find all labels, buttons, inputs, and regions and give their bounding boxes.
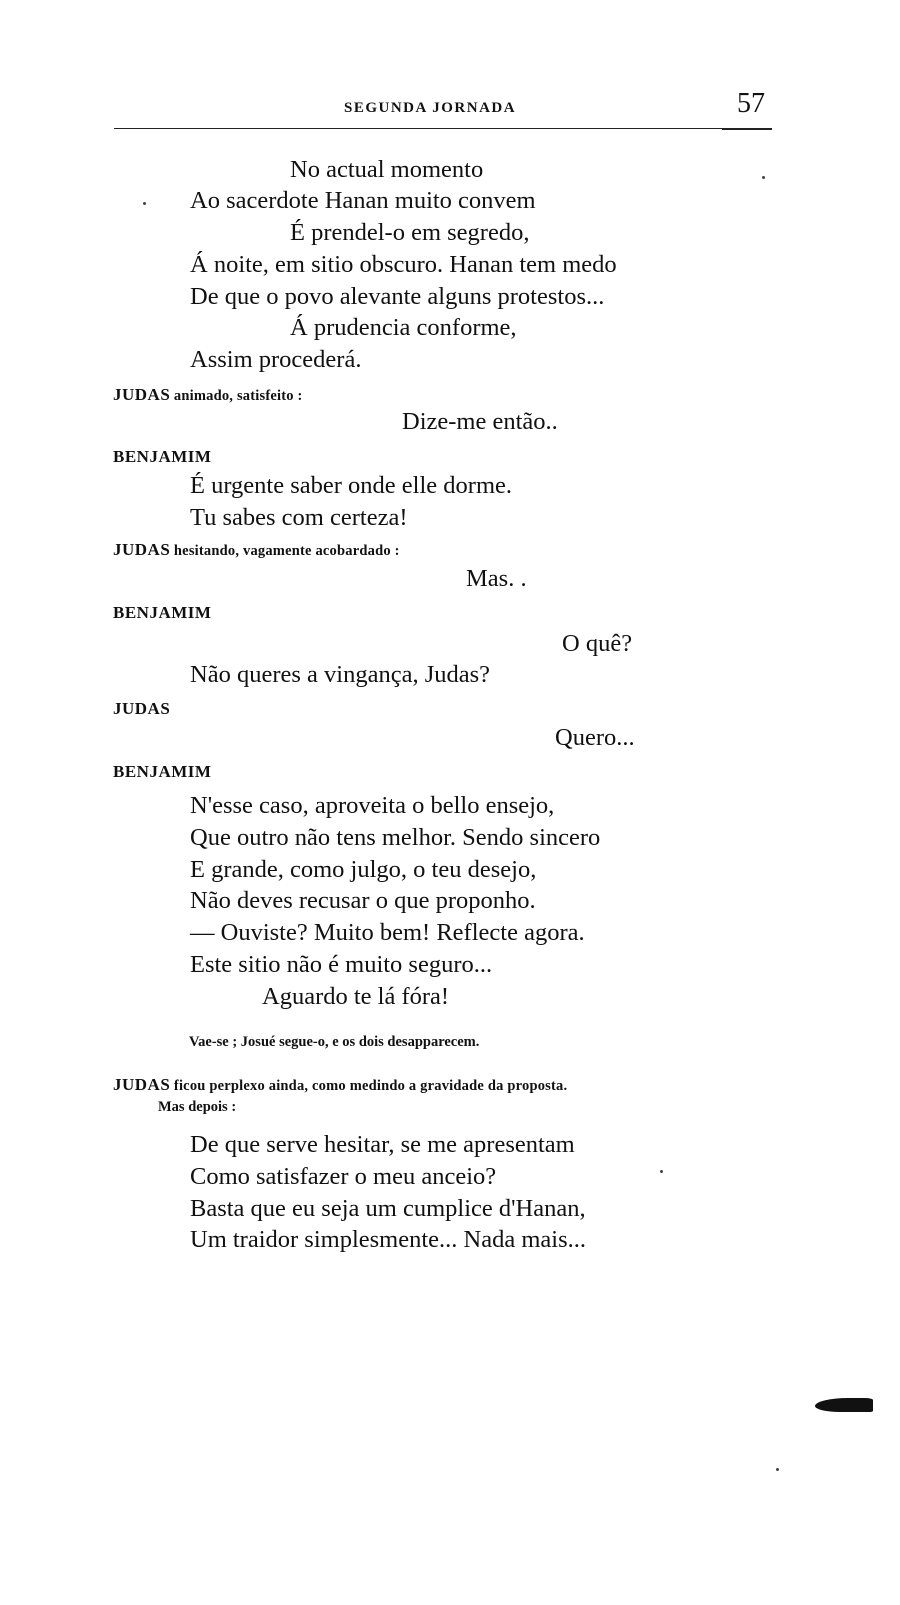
speaker-name: BENJAMIM bbox=[113, 447, 212, 466]
verse-line: O quê? bbox=[562, 630, 633, 657]
speaker-direction bbox=[113, 385, 303, 405]
header-rule bbox=[114, 128, 772, 129]
verse-line: Este sitio não é muito seguro... bbox=[190, 951, 493, 978]
verse-line: Como satisfazer o meu anceio? bbox=[190, 1163, 497, 1190]
verse-line: No actual momento bbox=[290, 156, 484, 183]
verse-line: De que o povo alevante alguns protestos... bbox=[190, 283, 605, 310]
speaker-name: JUDAS bbox=[113, 1075, 171, 1094]
speaker-name: JUDAS bbox=[113, 540, 171, 559]
verse-line: E grande, como julgo, o teu desejo, bbox=[190, 856, 537, 883]
verse-line: Não deves recusar o que proponho. bbox=[190, 887, 536, 914]
stage-direction: Vae-se ; Josué segue-o, e os dois desapparecem. bbox=[189, 1034, 480, 1050]
header-rule-accent bbox=[722, 128, 772, 130]
speck-mark bbox=[762, 176, 765, 179]
speck-mark bbox=[776, 1468, 779, 1471]
stage-direction: Mas depois : bbox=[158, 1099, 237, 1115]
verse-line: Dize-me então.. bbox=[402, 408, 558, 435]
verse-line: Mas. . bbox=[466, 565, 527, 592]
stage-direction: ficou perplexo ainda, como medindo a gravidade da proposta. bbox=[173, 1078, 568, 1094]
verse-line: Á noite, em sitio obscuro. Hanan tem medo bbox=[190, 251, 617, 278]
verse-line: N'esse caso, aproveita o bello ensejo, bbox=[190, 792, 555, 819]
stage-direction: hesitando, vagamente acobardado : bbox=[173, 543, 400, 559]
ink-blot bbox=[815, 1398, 873, 1412]
verse-line: Á prudencia conforme, bbox=[290, 314, 517, 341]
verse-line: Um traidor simplesmente... Nada mais... bbox=[190, 1226, 586, 1253]
verse-line: Ao sacerdote Hanan muito convem bbox=[190, 187, 536, 214]
verse-line: Assim procederá. bbox=[190, 346, 362, 373]
stage-direction: animado, satisfeito : bbox=[173, 388, 303, 404]
page-number: 57 bbox=[737, 88, 765, 119]
speck-mark bbox=[143, 202, 146, 205]
speaker-name: BENJAMIM bbox=[113, 603, 212, 622]
speck-mark bbox=[660, 1170, 663, 1173]
verse-line: É prendel-o em segredo, bbox=[290, 219, 530, 246]
verse-line: — Ouviste? Muito bem! Reflecte agora. bbox=[190, 919, 585, 946]
verse-line: Tu sabes com certeza! bbox=[190, 504, 408, 531]
verse-line: Basta que eu seja um cumplice d'Hanan, bbox=[190, 1195, 586, 1222]
speaker-name: BENJAMIM bbox=[113, 762, 212, 781]
speaker-name: JUDAS bbox=[113, 385, 171, 404]
verse-line: Quero... bbox=[555, 724, 635, 751]
speaker-name: JUDAS bbox=[113, 699, 171, 718]
verse-line: Aguardo te lá fóra! bbox=[262, 983, 450, 1010]
speaker-direction bbox=[113, 1075, 567, 1095]
verse-line: Não queres a vingança, Judas? bbox=[190, 661, 491, 688]
verse-line: Que outro não tens melhor. Sendo sincero bbox=[190, 824, 601, 851]
running-header: SEGUNDA JORNADA bbox=[344, 100, 517, 116]
speaker-direction bbox=[113, 540, 400, 560]
verse-line: De que serve hesitar, se me apresentam bbox=[190, 1131, 575, 1158]
verse-line: É urgente saber onde elle dorme. bbox=[190, 472, 513, 499]
